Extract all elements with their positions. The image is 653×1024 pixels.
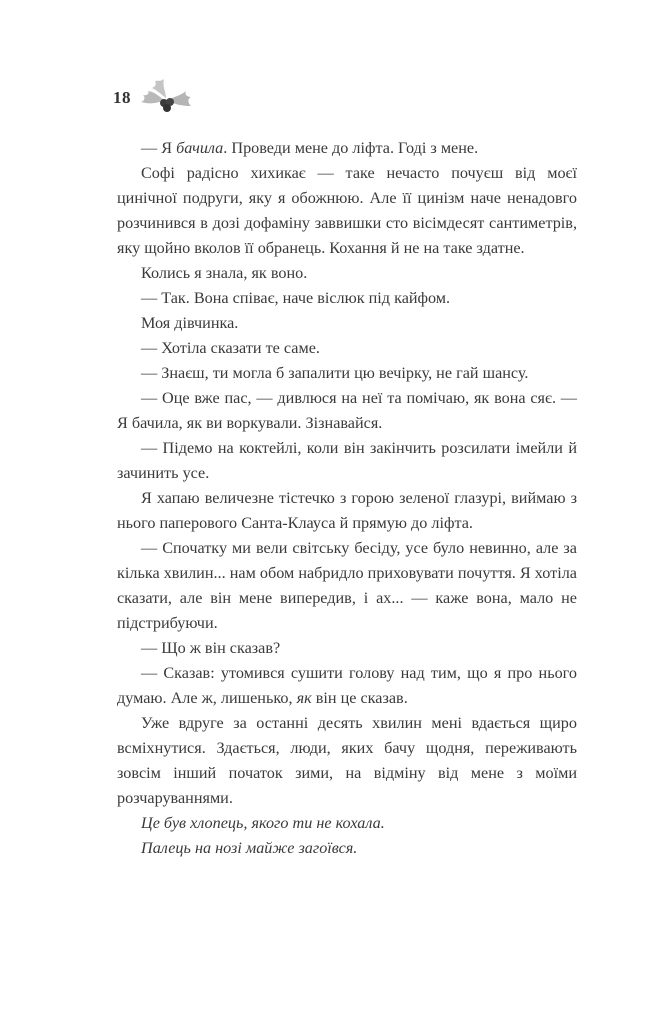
text-run: — Сказав: утомився сушити голову над тим, що я про нього думаю. Але ж, лишенько, — [117, 664, 577, 707]
paragraph — [117, 261, 577, 286]
text-run: — Спочатку ми вели світську бесіду, усе було невинно, але за кілька хвилин... нам обом набридло приховувати почуття. Я хотіла сказати, але він мене випередив, і ах... — каже вона, мало не підстрибуючи. — [117, 539, 577, 632]
text-run: — Оце вже пас, — дивлюся на неї та помічаю, як вона сяє. — Я бачила, як ви воркували. Зізнавайся. — [117, 389, 577, 432]
paragraph — [117, 711, 577, 811]
paragraph — [117, 661, 577, 711]
italic-text: бачила — [176, 139, 224, 157]
text-run: Моя дівчинка. — [141, 314, 239, 332]
paragraph — [117, 836, 577, 861]
paragraph — [117, 336, 577, 361]
italic-text: Це був хлопець, якого ти не кохала. — [141, 814, 385, 832]
text-run: — Що ж він сказав? — [141, 639, 281, 657]
text-run: Софі радісно хихикає — таке нечасто почуєш від моєї цинічної подруги, яку я обожнюю. Але її цинізм наче ненадовго розчинився в дозі дофаміну заввишки сто вісімдесят сантиметрів, яку щойно вколов її обранець. Кохання й не на таке здатне. — [117, 164, 577, 257]
paragraph — [117, 311, 577, 336]
text-run: — Я — [141, 139, 177, 157]
text-run: він це сказав. — [311, 689, 408, 707]
paragraph — [117, 361, 577, 386]
text-run: . Проведи мене до ліфта. Годі з мене. — [223, 139, 479, 157]
text-run: Колись я знала, як воно. — [141, 264, 308, 282]
paragraph — [117, 536, 577, 636]
italic-text: як — [296, 689, 312, 707]
paragraph — [117, 386, 577, 436]
page-number: 18 — [113, 88, 131, 107]
text-run: — Підемо на коктейлі, коли він закінчить розсилати імейли й зачинить усе. — [117, 439, 577, 482]
paragraph — [117, 286, 577, 311]
page-header — [0, 78, 653, 118]
holly-icon — [138, 78, 194, 114]
text-run: — Знаєш, ти могла б запалити цю вечірку, не гай шансу. — [141, 364, 529, 382]
paragraph — [117, 436, 577, 486]
text-run: — Так. Вона співає, наче віслюк під кайфом. — [141, 289, 451, 307]
italic-text: Палець на нозі майже загоївся. — [141, 839, 358, 857]
body-text — [117, 136, 577, 861]
text-run: Я хапаю величезне тістечко з горою зеленої глазурі, виймаю з нього паперового Санта-Клауса й прямую до ліфта. — [117, 489, 577, 532]
paragraph — [117, 486, 577, 536]
paragraph — [117, 136, 577, 161]
paragraph — [117, 811, 577, 836]
text-run: — Хотіла сказати те саме. — [141, 339, 320, 357]
paragraph — [117, 636, 577, 661]
paragraph — [117, 161, 577, 261]
text-run: Уже вдруге за останні десять хвилин мені вдається щиро всміхнутися. Здається, люди, яких бачу щодня, переживають зовсім інший початок зими, на відміну від мене з моїми розчаруваннями. — [117, 714, 577, 807]
